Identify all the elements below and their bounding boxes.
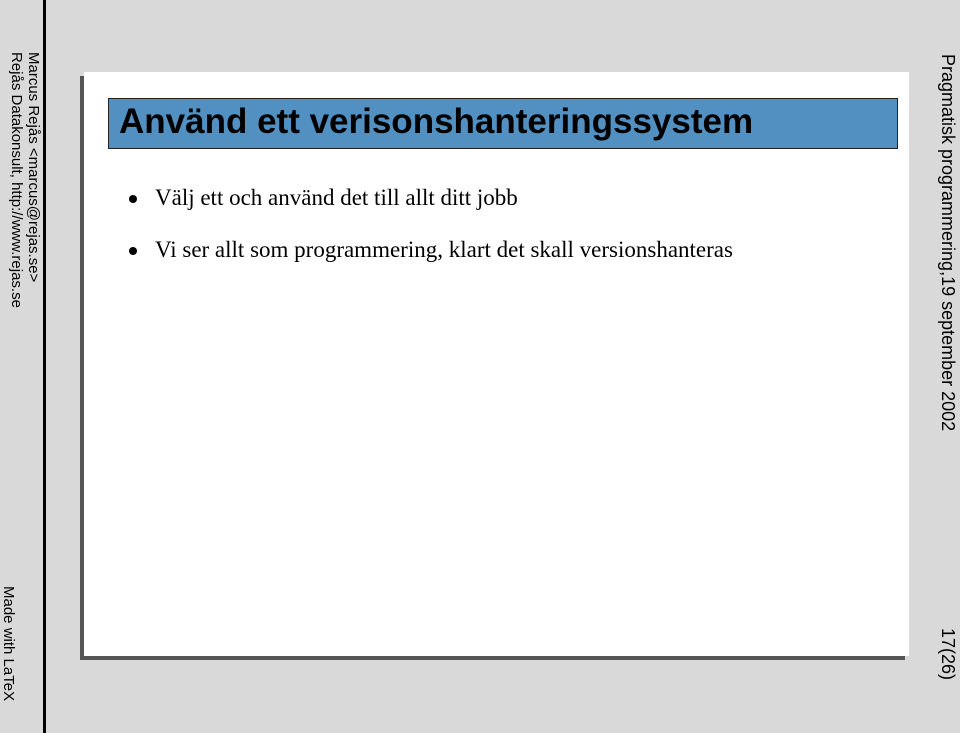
presentation-title-date (938, 54, 960, 434)
bullet-icon (129, 247, 137, 255)
page-number-text: 17(26) (938, 628, 958, 681)
company-line: Rejås Datakonsult, http://www.rejas.se (8, 52, 25, 308)
title-date-text: Pragmatisk programmering,19 september 2002 (938, 54, 958, 432)
bullet-text: Vi ser allt som programmering, klart det skall versionshanteras (155, 237, 733, 262)
slide (84, 72, 909, 656)
list-item (129, 236, 733, 288)
list-item (129, 184, 733, 236)
slide-title-bar (108, 98, 898, 149)
author-line: Marcus Rejås <marcus@rejas.se> (25, 52, 42, 283)
latex-logo: LaTeX (0, 658, 17, 702)
made-with-note (0, 586, 20, 702)
page-number (938, 628, 960, 688)
bullet-list (129, 184, 733, 288)
made-with-prefix: Made with (0, 586, 17, 659)
bullet-text: Välj ett och använd det till allt ditt jobb (155, 185, 518, 210)
slide-title: Använd ett verisonshanteringssystem (119, 102, 754, 141)
bullet-icon (129, 195, 137, 203)
left-divider (43, 0, 46, 733)
author-info (0, 52, 42, 308)
